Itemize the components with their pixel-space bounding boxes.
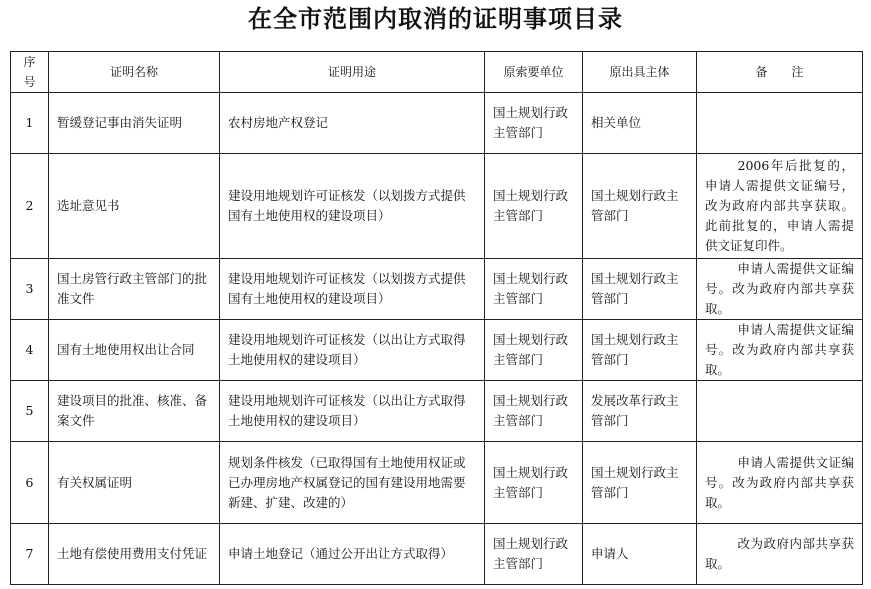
certificate-table	[10, 51, 863, 585]
cert-use: 建设用地规划许可证核发（以划拨方式提供国有土地使用权的建设项目）	[220, 259, 485, 320]
header-remarks: 备 注	[697, 52, 863, 93]
row-number: 1	[11, 93, 49, 154]
requesting-unit: 国土规划行政主管部门	[485, 524, 583, 585]
requesting-unit: 国土规划行政主管部门	[485, 154, 583, 259]
cert-use: 建设用地规划许可证核发（以划拨方式提供国有土地使用权的建设项目）	[220, 154, 485, 259]
issuing-body: 相关单位	[583, 93, 697, 154]
row-number: 2	[11, 154, 49, 259]
cert-use: 申请土地登记（通过公开出让方式取得）	[220, 524, 485, 585]
row-number: 3	[11, 259, 49, 320]
issuing-body: 发展改革行政主管部门	[583, 381, 697, 442]
cert-name: 国土房管行政主管部门的批准文件	[49, 259, 220, 320]
table-row	[11, 320, 863, 381]
requesting-unit: 国土规划行政主管部门	[485, 442, 583, 524]
issuing-body: 申请人	[583, 524, 697, 585]
cert-name: 建设项目的批准、核准、备案文件	[49, 381, 220, 442]
cert-use: 农村房地产权登记	[220, 93, 485, 154]
remarks: 申请人需提供文证编号。改为政府内部共享获取。	[697, 259, 863, 320]
cert-name: 国有土地使用权出让合同	[49, 320, 220, 381]
page-title: 在全市范围内取消的证明事项目录	[248, 5, 623, 33]
cert-name: 选址意见书	[49, 154, 220, 259]
issuing-body: 国土规划行政主管部门	[583, 442, 697, 524]
row-number: 7	[11, 524, 49, 585]
table-row	[11, 381, 863, 442]
requesting-unit: 国土规划行政主管部门	[485, 381, 583, 442]
table-row	[11, 442, 863, 524]
cert-name: 暂缓登记事由消失证明	[49, 93, 220, 154]
table-row	[11, 154, 863, 259]
remarks: 申请人需提供文证编号。改为政府内部共享获取。	[697, 320, 863, 381]
remarks	[697, 381, 863, 442]
row-number: 5	[11, 381, 49, 442]
header-issuing-body: 原出具主体	[583, 52, 697, 93]
issuing-body: 国土规划行政主管部门	[583, 154, 697, 259]
table-row	[11, 259, 863, 320]
cert-use: 建设用地规划许可证核发（以出让方式取得土地使用权的建设项目）	[220, 381, 485, 442]
issuing-body: 国土规划行政主管部门	[583, 259, 697, 320]
requesting-unit: 国土规划行政主管部门	[485, 93, 583, 154]
remarks: 2006年后批复的，申请人需提供文证编号，改为政府内部共享获取。此前批复的，申请人需提供文证复印件。	[697, 154, 863, 259]
table-row	[11, 93, 863, 154]
issuing-body: 国土规划行政主管部门	[583, 320, 697, 381]
header-seq: 序号	[11, 52, 49, 93]
row-number: 6	[11, 442, 49, 524]
remarks	[697, 93, 863, 154]
requesting-unit: 国土规划行政主管部门	[485, 320, 583, 381]
header-cert-use: 证明用途	[220, 52, 485, 93]
remarks: 申请人需提供文证编号。改为政府内部共享获取。	[697, 442, 863, 524]
row-number: 4	[11, 320, 49, 381]
table-row	[11, 524, 863, 585]
cert-name: 有关权属证明	[49, 442, 220, 524]
header-requesting-unit: 原索要单位	[485, 52, 583, 93]
requesting-unit: 国土规划行政主管部门	[485, 259, 583, 320]
cert-name: 土地有偿使用费用支付凭证	[49, 524, 220, 585]
cert-use: 建设用地规划许可证核发（以出让方式取得土地使用权的建设项目）	[220, 320, 485, 381]
cert-use: 规划条件核发（已取得国有土地使用权证或已办理房地产权属登记的国有建设用地需要新建、扩建、改建的）	[220, 442, 485, 524]
header-cert-name: 证明名称	[49, 52, 220, 93]
table-header-row	[11, 52, 863, 93]
remarks: 改为政府内部共享获取。	[697, 524, 863, 585]
